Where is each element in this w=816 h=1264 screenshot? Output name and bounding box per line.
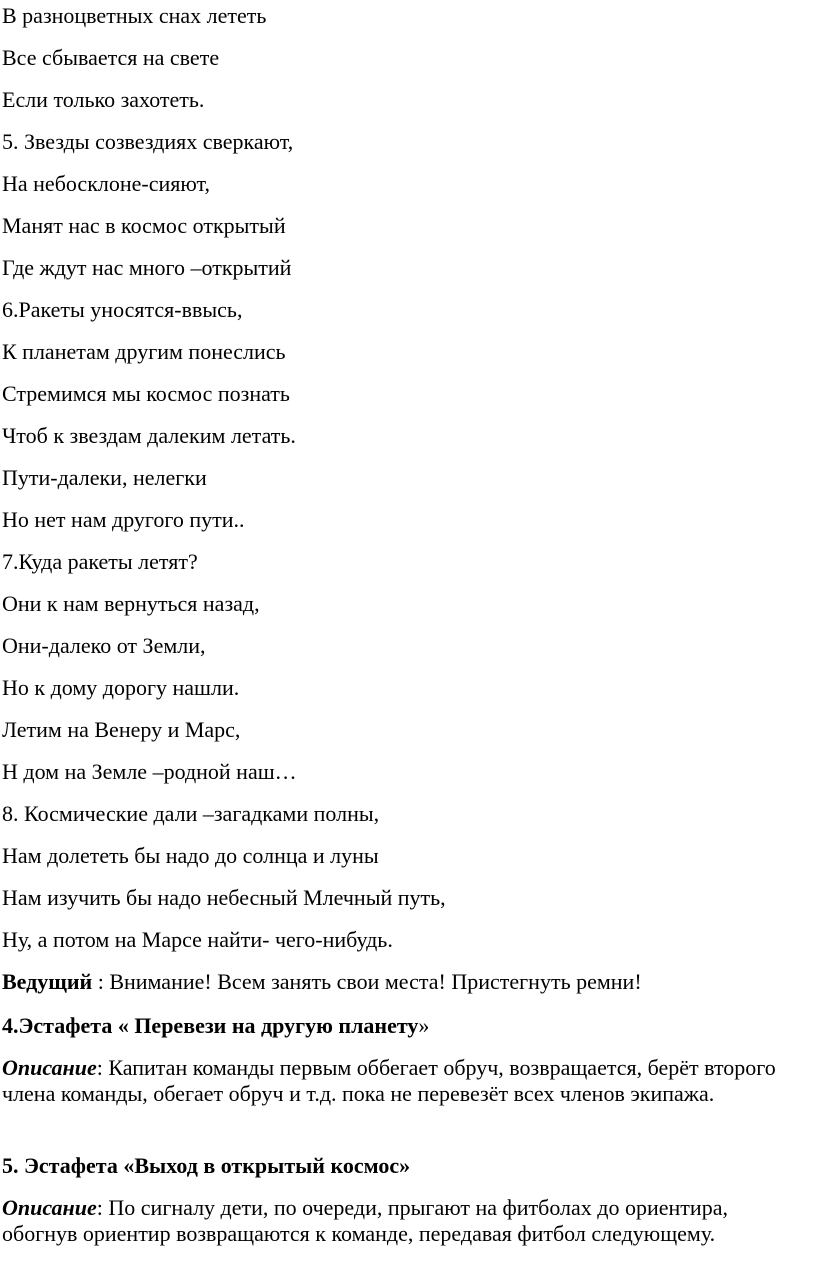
poem-line: В разноцветных снах лететь xyxy=(2,3,267,28)
poem-line: Если только захотеть. xyxy=(2,87,205,112)
poem-line: Нам долететь бы надо до солнца и луны xyxy=(2,843,379,868)
relay5-desc-label: Описание xyxy=(2,1195,97,1220)
host-label: Ведущий xyxy=(2,969,93,994)
relay5-title xyxy=(2,1153,410,1179)
relay4-title-text: 4.Эстафета « Перевези на другую планету xyxy=(2,1013,419,1038)
poem-line: Ну, а потом на Марсе найти- чего-нибудь. xyxy=(2,927,393,952)
poem-line: 7.Куда ракеты летят? xyxy=(2,549,198,574)
poem-line: На небосклоне-сияют, xyxy=(2,171,210,196)
poem-line: Летим на Венеру и Марс, xyxy=(2,717,241,742)
poem-line: Стремимся мы космос познать xyxy=(2,381,290,406)
poem-line: Они-далеко от Земли, xyxy=(2,633,206,658)
relay4-title xyxy=(2,1013,429,1039)
relay5-description xyxy=(2,1195,802,1247)
poem-line: Они к нам вернуться назад, xyxy=(2,591,260,616)
poem-line: 6.Ракеты уносятся-ввысь, xyxy=(2,297,243,322)
poem-line: Но к дому дорогу нашли. xyxy=(2,675,240,700)
poem-line: 5. Звезды созвездиях сверкают, xyxy=(2,129,294,154)
poem-line: Н дом на Земле –родной наш… xyxy=(2,759,297,784)
relay5-title-text: 5. Эстафета «Выход в открытый космос» xyxy=(2,1153,411,1178)
relay4-title-end: » xyxy=(418,1013,430,1038)
poem-line: Пути-далеки, нелегки xyxy=(2,465,207,490)
poem-line: Нам изучить бы надо небесный Млечный путь, xyxy=(2,885,446,910)
poem-line: Но нет нам другого пути.. xyxy=(2,507,245,532)
relay5-desc-text: : По сигналу дети, по очереди, прыгают на фитболах до ориентира, обогнув ориентир возвращаются к команде, передавая фитбол следующему. xyxy=(2,1195,728,1246)
relay4-desc-text: : Капитан команды первым оббегает обруч, возвращается, берёт второго члена команды, обегает обруч и т.д. пока не перевезёт всех членов экипажа. xyxy=(2,1055,776,1106)
poem-line: Где ждут нас много –открытий xyxy=(2,255,292,280)
poem-line: К планетам другим понеслись xyxy=(2,339,286,364)
poem-line: Все сбывается на свете xyxy=(2,45,220,70)
poem-line: 8. Космические дали –загадками полны, xyxy=(2,801,380,826)
poem-line: Манят нас в космос открытый xyxy=(2,213,286,238)
relay4-description xyxy=(2,1055,802,1107)
host-text: : Внимание! Всем занять свои места! Пристегнуть ремни! xyxy=(92,969,642,994)
relay4-desc-label: Описание xyxy=(2,1055,97,1080)
host-line xyxy=(2,969,642,995)
poem-line: Чтоб к звездам далеким летать. xyxy=(2,423,296,448)
